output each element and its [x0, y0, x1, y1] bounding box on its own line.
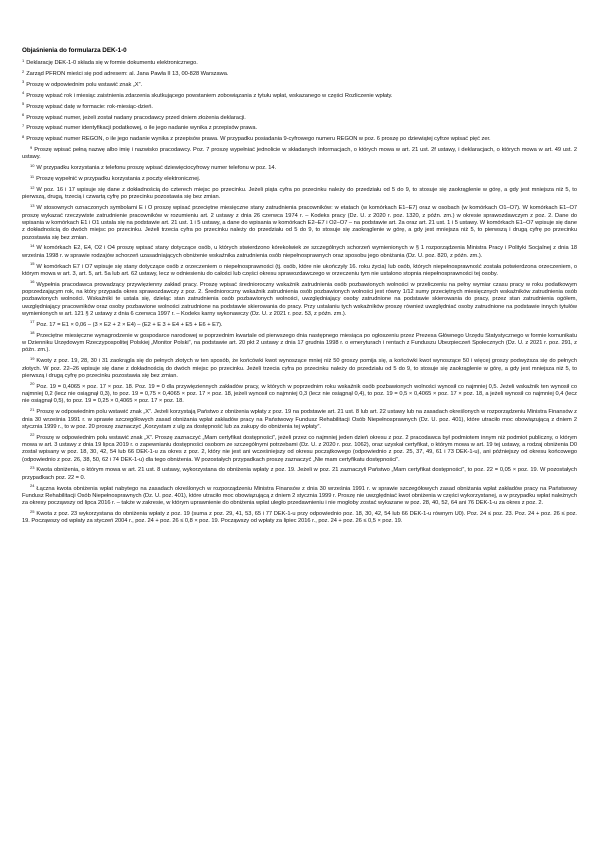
- footnote-text: Kwota obniżenia, o którym mowa w art. 21 ust. 8 ustawy, wykorzystana do obniżenia wpłaty z poz. 19. Jeżeli w poz. 21 zaznaczyli Państwo „Mam certyfikat dostępności”, to poz. 22 = 0,05 × poz. 19. W pozostałych przypadkach poz. 22 = 0.: [22, 467, 577, 481]
- footnote-number: 14: [30, 243, 35, 249]
- footnote: [22, 184, 577, 202]
- footnote: [22, 144, 577, 162]
- footnote-text: W stosownych oznaczonych symbolami E i O proszę wpisać przeciętne miesięczne stany zatrudnienia pracowników: w etatach (w komórkach E1–E7) oraz w osobach (w komórkach O1–O7). W komórkach E1–O7 proszę wykazać rzeczywiste zatrudnienie pracowników w rozumieniu art. 2 ustawy z dnia 26 czerwca 1974 r. – Kodeks pracy (Dz. U. z 2020 r. poz. 1320, z późn. zm.) w okresie sprawozdawczym z poz. 2. Dane do wpisania w komórkach E1 i O1 ustala się na podstawie art. 21 ust. 1 i 5 ustawy, a dane do wpisania w komórkach E2–E7 i O2–O7 – na podstawie art. 2a oraz art. 21 ust. 1 i 5 ustawy. W komórkach E1–O7 wpisuje się dane z dokładnością do dwóch miejsc po przecinku. Jeżeli trzecia cyfra po przecinku należy do przedziału od 5 do 9, to stosuje się zaokrąglenie w górę, a gdy jest mniejsza niż 5, to pierwszą i drugą cyfrę po przecinku pozostawia się bez zmian.: [22, 205, 577, 241]
- footnote-number: 18: [30, 330, 35, 336]
- footnote-number: 11: [30, 173, 35, 179]
- footnote-number: 24: [30, 483, 35, 489]
- footnote-number: 9: [30, 144, 33, 150]
- footnote: [22, 508, 577, 526]
- footnote: [22, 432, 577, 464]
- footnote: [22, 381, 577, 406]
- footnote-text: Proszę w odpowiednim polu wstawić znak „X”. Jeżeli korzystają Państwo z obniżenia wpłaty z poz. 19 na podstawie art. 21 ust. 8 lub art. 22 ustawy lub na zasadach określonych w rozporządzeniu Ministra Finansów z dnia 30 września 1991 r. w sprawie szczegółowych zasad obniżania wpłat zakładów pracy na Państwowy Fundusz Rehabilitacji Osób Niepełnosprawnych (Dz. U. poz. 401), które utraciło moc obowiązującą z dniem 2 stycznia 1999 r., to w poz. 20 proszę zaznaczyć „Korzystam z ulg za dostępność lub za zakupy do obniżenia tej wpłaty”.: [22, 409, 577, 430]
- footnote-number: 25: [30, 508, 35, 514]
- footnote-text: Proszę w odpowiednim polu wstawić znak „X”.: [26, 81, 143, 88]
- footnote: [22, 319, 577, 329]
- footnote-number: 15: [30, 261, 35, 267]
- footnote: [22, 406, 577, 431]
- footnote-number: 19: [30, 355, 35, 361]
- footnote: [22, 57, 577, 67]
- document-title: Objaśnienia do formularza DEK-1-0: [22, 47, 127, 54]
- footnote-text: Proszę wpisać rok i miesiąc zaistnienia zdarzenia skutkującego powstaniem zobowiązania z tytułu wpłat, wskazanego w części Rozliczenie wpłaty.: [26, 92, 393, 99]
- footnote-text: Proszę wpisać pełną nazwę albo imię i nazwisko pracodawcy. Poz. 7 proszę wypełniać jednolicie w składanych informacjach, o których mowa w art. 21 ust. 2f ustawy, i deklaracjach, o których mowa w art. 49 ust. 2 ustawy.: [22, 147, 577, 161]
- footnote-number: 6: [22, 112, 25, 118]
- footnote-number: 7: [22, 123, 25, 128]
- footnote-text: W komórkach E7 i O7 wpisuje się stany dotyczące osób z orzeczeniem o niepełnosprawności (tj. osób, które nie ukończyły 16. roku życia) lub osób, których niepełnosprawność została potwierdzona orzeczeniem, o którym mowa w art. 3, art. 5, art. 5a lub art. 62 ustawy, lecz w odniesieniu do całości lub części okresu sprawozdawczego w orzeczeniu tym nie ustalono stopnia niepełnosprawności tej osoby.: [22, 263, 577, 277]
- footnote-text: Przeciętne miesięczne wynagrodzenie w gospodarce narodowej w poprzednim kwartale od pierwszego dnia następnego miesiąca po ogłoszeniu przez Prezesa Głównego Urzędu Statystycznego w formie komunikatu w Dzienniku Urzędowym Rzeczypospolitej Polskiej „Monitor Polski”, na podstawie art. 20 pkt 2 ustawy z dnia 17 grudnia 1998 r. o emeryturach i rentach z Funduszu Ubezpieczeń Społecznych (Dz. U. z 2021 r. poz. 291, z późn. zm.).: [22, 332, 577, 354]
- footnote-text: Proszę wpisać numer identyfikacji podatkowej, o ile jego nadanie wynika z przepisów prawa.: [26, 125, 258, 132]
- footnote-text: Zarząd PFRON mieści się pod adresem: al. Jana Pawła II 13, 00-828 Warszawa.: [26, 70, 229, 77]
- footnote-number: 8: [22, 133, 25, 139]
- footnote-text: Łączna kwota obniżenia wpłat nabytego na zasadach określonych w rozporządzeniu Ministra Finansów z dnia 30 września 1991 r. w sprawie szczegółowych zasad obniżania wpłat zakładów pracy na Państwowy Fundusz Rehabilitacji Osób Niepełnosprawnych (Dz. U. poz. 401), które utraciło moc obowiązującą z dniem 2 stycznia 1999 r. Proszę nie uwzględniać kwot obniżenia w części wykorzystanej, a w przypadku wpłat należnych za okresy począwszy od lipca 2016 r. – także w zakresie, w którym uprawnienie do obniżenia wpłat uległo przedawnieniu i nie mogłoby zostać wykazane w poz. 28, 40, 52, 64 ani 76 DEK-1-u za okres z poz. 2.: [22, 485, 577, 507]
- footnote-text: Proszę wpisać numer, jeżeli został nadany pracodawcy przed dniem złożenia deklaracji.: [26, 114, 246, 121]
- footnote: [22, 101, 577, 111]
- footnote-number: 5: [22, 101, 25, 107]
- footnote-text: Proszę wpisać datę w formacie: rok-miesiąc-dzień.: [26, 103, 153, 110]
- footnote-text: Wypełnia pracodawca prowadzący przywięzienny zakład pracy. Proszę wpisać średnioroczny wskaźnik zatrudnienia osób pozbawionych wolności w przeliczeniu na pełny wymiar czasu pracy w roku podatkowym poprzedzającym rok, na który przypada okres sprawozdawczy z poz. 2. Średnioroczny wskaźnik zatrudnienia osób pozbawionych wolności jest równy 1/12 sumy przeciętnych miesięcznych wskaźników zatrudnienia osób pozbawionych wolności. Wskaźniki te ustala się, dzieląc stan zatrudnienia osób pozbawionych wolności, uwzględniający osoby zatrudnione na podstawie skierowania do pracy, przez stan zatrudnienia ogółem, uwzględniający pracowników oraz osoby pozbawione wolności zatrudnione na podstawie skierowania do pracy. Przy ustalaniu tych wskaźników proszę również uwzględniać osoby zatrudnione na podstawie innych tytułów wymienionych w art. 121 § 2 ustawy z dnia 6 czerwca 1997 r. – Kodeks karny wykonawczy (Dz. U. z 2021 r. poz. 53, z późn. zm.).: [22, 281, 577, 317]
- footnote-text: W poz. 16 i 17 wpisuje się dane z dokładnością do czterech miejsc po przecinku. Jeżeli piąta cyfra po przecinku należy do przedziału od 5 do 9, to stosuje się zaokrąglenie w górę, a gdy jest mniejsza niż 5, to pierwszą, drugą, trzecią i czwartą cyfrę po przecinku pozostawia się bez zmian.: [22, 187, 577, 201]
- footnote-number: 3: [22, 79, 25, 85]
- footnote-number: 17: [30, 319, 35, 325]
- notes-list: [22, 57, 577, 526]
- footnote-number: 20: [30, 381, 35, 387]
- footnote: [22, 245, 577, 260]
- footnote: [22, 355, 577, 380]
- footnote: [22, 173, 577, 183]
- footnote-number: 1: [22, 57, 25, 63]
- footnote: [22, 279, 577, 318]
- footnote-number: 10: [30, 162, 35, 168]
- footnote: [22, 133, 577, 143]
- footnote: [22, 467, 577, 482]
- footnote: [22, 202, 577, 241]
- footnote-text: Poz. 17 = E1 × 0,06 – (3 × E2 + 2 × E4) – (E2 + E 3 + E4 + E5 + E6 + E7).: [36, 321, 223, 328]
- document-page: [22, 0, 577, 526]
- footnote-number: 21: [30, 406, 35, 412]
- footnote-text: Proszę wypełnić w przypadku korzystania z poczty elektronicznej.: [36, 176, 201, 183]
- footnote: [22, 68, 577, 78]
- footnote: [22, 79, 577, 89]
- footnote-text: W przypadku korzystania z telefonu proszę wpisać dziewięciocyfrowy numer telefonu w poz. 14.: [36, 165, 277, 172]
- footnote: [22, 125, 577, 132]
- footnote-number: 16: [30, 279, 35, 285]
- footnote-text: Deklarację DEK-1-0 składa się w formie dokumentu elektronicznego.: [26, 60, 198, 67]
- footnote-text: Proszę wpisać numer REGON, o ile jego nadanie wynika z przepisów prawa. W przypadku posiadania 9-cyfrowego numeru REGON w poz. 6 proszę po dziewiątej cyfrze wpisać pięć zer.: [26, 136, 491, 143]
- footnote: [22, 483, 577, 508]
- footnote-text: W komórkach E2, E4, O2 i O4 proszę wpisać stany dotyczące osób, u których stwierdzono kórekolwiek ze szczególnych schorzeń wymienionych w § 1 rozporządzenia Ministra Pracy i Polityki Socjalnej z dnia 18 września 1998 r. w sprawie rodzajów schorzeń uzasadniających obniżenie wskaźnika zatrudnienia osób niepełnosprawnych oraz sposobu jego obniżania (Dz. U. poz. 820, z późn. zm.).: [22, 245, 577, 259]
- footnote: [22, 261, 577, 279]
- footnote-number: 2: [22, 68, 25, 74]
- footnote-text: Kwoty z poz. 19, 28, 30 i 31 zaokrągla się do pełnych złotych w ten sposób, że końcówki kwot wynoszące mniej niż 50 groszy pomija się, a końcówki kwot wynoszące 50 i więcej groszy podwyższa się do pełnych złotych. W poz. 22–26 wpisuje się dane z dokładnością do dwóch miejsc po przecinku. Jeżeli trzecia cyfra po przecinku należy do przedziału od 5 do 9, to stosuje się zaokrąglenie w górę, a gdy jest mniejsza niż 5, to pierwszą i drugą cyfrę po przecinku pozostawia się bez zmian.: [22, 358, 577, 379]
- footnote-number: 23: [30, 465, 35, 471]
- footnote-number: 12: [30, 184, 35, 190]
- footnote-text: Poz. 19 = 0,4065 × poz. 17 × poz. 18. Poz. 19 = 0 dla przywięziennych zakładów pracy, w których w poprzednim roku wskaźnik osób pozbawionych wolności wynosił co najmniej 0,5. Jeżeli wskaźnik ten wynosił co najmniej 0,2 (lecz nie osiągnął 0,3), to poz. 19 = 0,75 × 0,4065 × poz. 17 × poz. 18, jeżeli wynosił co najmniej 0,3 (lecz nie osiągnął 0,4), to poz. 19 = 0,5 × 0,4065 × poz. 17 × poz. 18, a jeżeli wynosił co najmniej 0,4 (lecz nie osiągnął 0,5), to poz. 19 = 0,25 × 0,4065 × poz. 17 × poz. 18.: [22, 383, 577, 405]
- footnote-number: 22: [30, 432, 35, 438]
- footnote: [22, 330, 577, 355]
- footnote-number: 13: [30, 202, 35, 208]
- footnote-text: Kwota z poz. 23 wykorzystana do obniżenia wpłaty z poz. 19 (suma z poz. 29, 41, 53, 65 i 77 DEK-1-u przy odpowiednio poz. 18, 30, 42, 54 lub 66 DEK-1-u równym U0). Poz. 24 ≤ poz. 23. Poz. 24 + poz. 26 ≤ poz. 19. Począwszy od wpłaty za styczeń 2004 r., poz. 24 + poz. 26 ≤ 0,8 × poz. 19. Począwszy od wpłaty za lipiec 2016 r., poz. 24 + poz. 26 ≤ 0,5 × poz. 19.: [22, 511, 577, 525]
- footnote: [22, 90, 577, 100]
- footnote-text: Proszę w odpowiednim polu wstawić znak „X”. Proszę zaznaczyć „Mam certyfikat dostępności”, jeżeli przez co najmniej jeden dzień okresu z poz. 2 pracodawca był podmiotem innym niż podmiot publiczny, o którym mowa w art. 3 ustawy z dnia 19 lipca 2019 r. o zapewnianiu dostępności osobom ze szczególnymi potrzebami (Dz. U. z 2020 r. poz. 1062), oraz uzyskał certyfikat, o którym mowa w art. 19 tej ustawy, a rodzaj obniżenia D0 został wpisany w poz. 18, 30, 42, 54 lub 66 DEK-1-u za okres z poz. 2, który nie jest ani wcześniejszy od okresu początkowego (odpowiednio z poz. 25, 37, 49, 61 i 73 DEK-1-u), ani późniejszy od okresu końcowego (odpowiednio z poz. 26, 38, 50, 62 i 74 DEK-1-u) dla tego obniżenia. W pozostałych przypadkach proszę zaznaczyć „Nie mam certyfikatu dostępności”.: [22, 434, 577, 463]
- footnote: [22, 112, 577, 122]
- footnote-number: 4: [22, 90, 25, 96]
- footnote: [22, 162, 577, 172]
